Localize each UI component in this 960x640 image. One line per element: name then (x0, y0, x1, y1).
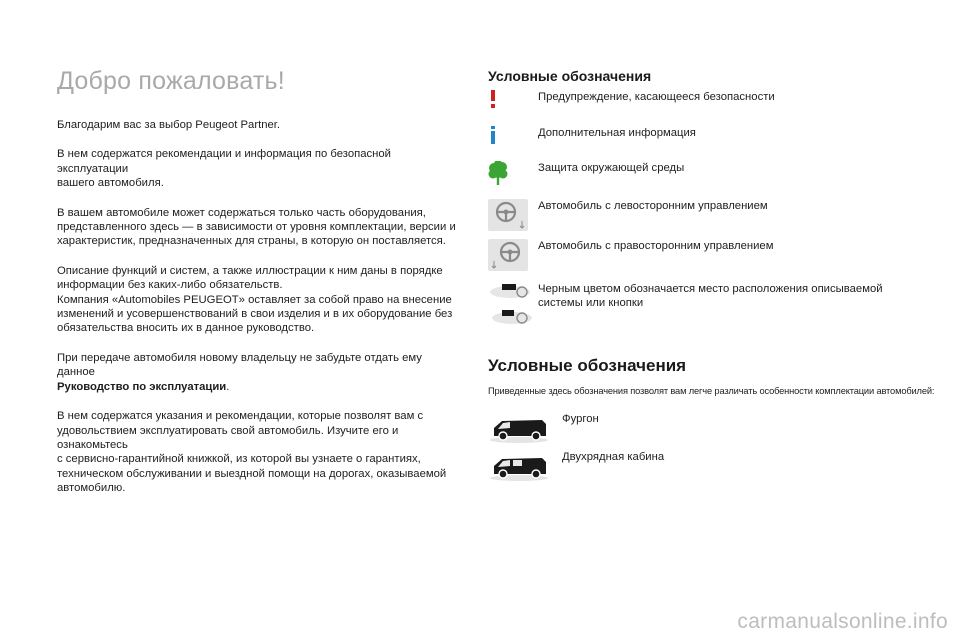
eco-label: Защита окружающей среды (538, 162, 685, 174)
warning-icon (488, 90, 528, 122)
rhd-label: Автомобиль с правосторонним управлением (538, 240, 774, 252)
watermark: carmanualsonline.info (737, 610, 948, 633)
info-icon (488, 126, 528, 158)
left-column (57, 66, 457, 511)
lhd-steering-icon (488, 199, 528, 231)
van-label: Фургон (562, 413, 599, 425)
paragraph-3: В вашем автомобиле может содержаться только часть оборудования, представленного здесь — в зависимости от уровня комплектации, версии и характеристик, предназначенных для страны, в которую он поставляется. (57, 206, 456, 248)
paragraph-6: В нем содержатся указания и рекомендации, которые позволят вам с удовольствием эксплуатировать свой автомобиль. Изучите его и ознакомьтесь с сервисно-гарантийной книжкой, из которой вы узнаете о гарантиях, техническом обслуживании и выездной помощи на дорогах, оказываемой автомобилю. (57, 410, 447, 495)
page-title: Добро пожаловать! (57, 67, 285, 95)
warning-label: Предупреждение, касающееся безопасности (538, 91, 775, 103)
vehicle-symbols-heading: Условные обозначения (488, 356, 687, 375)
rhd-steering-icon (488, 239, 528, 271)
info-label: Дополнительная информация (538, 127, 696, 139)
van-icon (488, 412, 550, 444)
intro-paragraph: Благодарим вас за выбор Peugeot Partner. (57, 119, 281, 131)
location-label: Черным цветом обозначается место расположения описываемой системы или кнопки (538, 283, 883, 309)
paragraph-4: Описание функций и систем, а также иллюстрации к ним даны в порядке информации без каких-либо обязательств. Компания «Automobiles PEUGEOT» оставляет за собой право на внесение изменений и усовершенствований в свои изделия и в их оборудование без обязательства вносить их в данное руководство. (57, 264, 453, 335)
right-column (488, 68, 935, 463)
manual-name: Руководство по эксплуатации (57, 380, 227, 393)
lhd-label: Автомобиль с левосторонним управлением (538, 200, 768, 212)
location-marker-icon (488, 282, 536, 332)
vehicle-symbols-note: Приведенные здесь обозначения позволят вам легче различать особенности комплектации автомобилей: (488, 386, 935, 396)
symbols-heading: Условные обозначения (488, 68, 652, 84)
tree-icon (488, 161, 528, 193)
double-cab-label: Двухрядная кабина (562, 451, 665, 463)
paragraph-5: При передаче автомобиля новому владельцу не забудьте отдать ему данное Руководство по эксплуатации. (57, 351, 422, 393)
double-cab-icon (488, 450, 550, 482)
paragraph-2: В нем содержатся рекомендации и информация по безопасной эксплуатации вашего автомобиля. (57, 148, 391, 190)
